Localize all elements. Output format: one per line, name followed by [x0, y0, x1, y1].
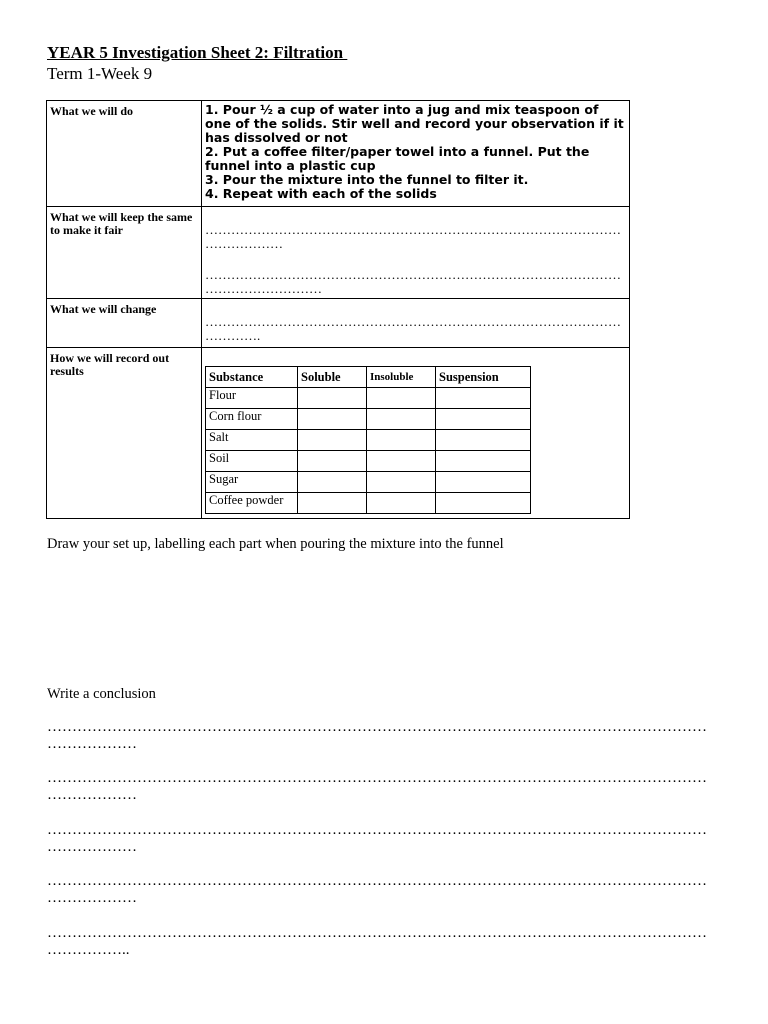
substance-name: Sugar — [206, 472, 298, 493]
step-1: 1. Pour ½ a cup of water into a jug and mix teaspoon of one of the solids. Stir well and record your observation if it has dissolved or not — [205, 102, 624, 145]
suspension-cell[interactable] — [436, 493, 531, 514]
soluble-cell[interactable] — [298, 430, 367, 451]
plan-label-fair: What we will keep the same to make it fair — [47, 207, 202, 299]
insoluble-cell[interactable] — [367, 409, 436, 430]
suspension-cell[interactable] — [436, 409, 531, 430]
table-row — [206, 451, 531, 472]
header-insoluble: Insoluble — [367, 367, 436, 388]
soluble-cell[interactable] — [298, 451, 367, 472]
table-row — [206, 430, 531, 451]
soluble-cell[interactable] — [298, 472, 367, 493]
suspension-cell[interactable] — [436, 388, 531, 409]
header-substance: Substance — [206, 367, 298, 388]
insoluble-cell[interactable] — [367, 451, 436, 472]
conclusion-line-3[interactable]: …………………………………………………………………………………………………………………………………… — [47, 822, 707, 855]
plan-row-change — [47, 299, 630, 348]
substance-name: Soil — [206, 451, 298, 472]
plan-label-change: What we will change — [47, 299, 202, 348]
soluble-cell[interactable] — [298, 388, 367, 409]
substance-name: Coffee powder — [206, 493, 298, 514]
plan-label-do: What we will do — [47, 101, 202, 207]
table-row — [206, 493, 531, 514]
suspension-cell[interactable] — [436, 451, 531, 472]
soluble-cell[interactable] — [298, 493, 367, 514]
substance-name: Corn flour — [206, 409, 298, 430]
plan-table — [46, 100, 630, 519]
fair-answer-line-1[interactable]: …………………………………………………………………………………………………… — [205, 222, 621, 251]
plan-label-record: How we will record out results — [47, 348, 202, 519]
conclusion-line-1[interactable]: …………………………………………………………………………………………………………………………………… — [47, 719, 707, 752]
step-4: 4. Repeat with each of the solids — [205, 186, 437, 201]
change-answer-cell[interactable] — [202, 299, 630, 348]
plan-row-record — [47, 348, 630, 519]
insoluble-cell[interactable] — [367, 430, 436, 451]
header-soluble: Soluble — [298, 367, 367, 388]
insoluble-cell[interactable] — [367, 472, 436, 493]
results-table — [205, 366, 531, 514]
suspension-cell[interactable] — [436, 430, 531, 451]
plan-steps-cell — [202, 101, 630, 207]
substance-name: Flour — [206, 388, 298, 409]
plan-row-do — [47, 101, 630, 207]
suspension-cell[interactable] — [436, 472, 531, 493]
header-suspension: Suspension — [436, 367, 531, 388]
insoluble-cell[interactable] — [367, 493, 436, 514]
conclusion-line-4[interactable]: …………………………………………………………………………………………………………………………………… — [47, 873, 707, 906]
step-3: 3. Pour the mixture into the funnel to filter it. — [205, 172, 529, 187]
record-cell — [202, 348, 630, 519]
conclusion-line-2[interactable]: …………………………………………………………………………………………………………………………………… — [47, 770, 707, 803]
table-row — [206, 409, 531, 430]
table-row — [206, 472, 531, 493]
fair-answer-line-2[interactable]: …………………………………………………………………………………………………………… — [205, 267, 621, 296]
plan-row-fair — [47, 207, 630, 299]
substance-name: Salt — [206, 430, 298, 451]
fair-answer-cell[interactable] — [202, 207, 630, 299]
conclusion-line-5[interactable]: ………………………………………………………………………………………………………………………………….. — [47, 925, 707, 958]
page-subtitle: Term 1-Week 9 — [47, 64, 153, 83]
change-answer-line[interactable]: ………………………………………………………………………………………………. — [205, 314, 621, 343]
table-row — [206, 388, 531, 409]
soluble-cell[interactable] — [298, 409, 367, 430]
conclusion-label: Write a conclusion — [47, 686, 156, 702]
results-header-row — [206, 367, 531, 388]
draw-prompt: Draw your set up, labelling each part when pouring the mixture into the funnel — [47, 536, 504, 552]
step-2: 2. Put a coffee filter/paper towel into a funnel. Put the funnel into a plastic cup — [205, 144, 590, 173]
page-title: YEAR 5 Investigation Sheet 2: Filtration — [47, 43, 348, 62]
insoluble-cell[interactable] — [367, 388, 436, 409]
